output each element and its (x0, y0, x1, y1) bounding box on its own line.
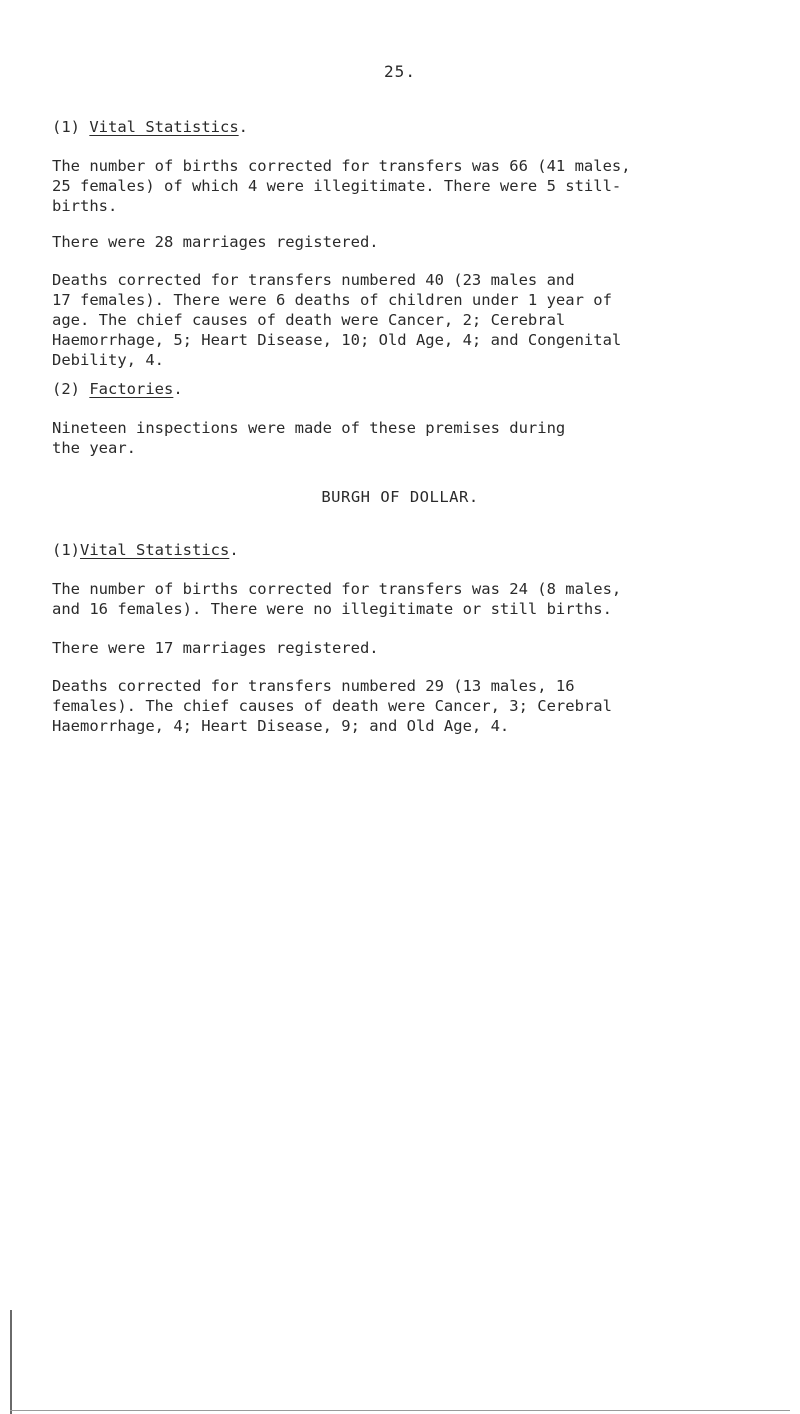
paragraph-deaths: Deaths corrected for transfers numbered 40 (23 males and 17 females). There were 6 deaths of children under 1 year of age. The chief causes of death were Cancer, 2; Cerebral Haemorrhage, 5; Heart Disease, 10; Old Age, 4; and Congenital Debility, 4. (52, 271, 622, 369)
section-title: Vital Statistics (80, 541, 230, 559)
section-heading-burgh-vital-statistics (52, 541, 239, 559)
section-title-end: . (229, 541, 239, 559)
section-title: Factories (89, 380, 174, 398)
paragraph-burgh-marriages: There were 17 marriages registered. (52, 639, 379, 657)
burgh-heading: BURGH OF DOLLAR. (321, 488, 479, 506)
paragraph-burgh-deaths: Deaths corrected for transfers numbered 29 (13 males, 16 females). The chief causes of death were Cancer, 3; Cerebral Haemorrhage, 4; Heart Disease, 9; and Old Age, 4. (52, 677, 612, 735)
paragraph-inspections: Nineteen inspections were made of these premises during the year. (52, 419, 566, 457)
paragraph-burgh-births: The number of births corrected for transfers was 24 (8 males, and 16 females). There were no illegitimate or still births. (52, 580, 622, 618)
paragraph-marriages: There were 28 marriages registered. (52, 233, 379, 251)
section-heading-vital-statistics (52, 118, 248, 136)
section-number: (2) (52, 380, 80, 398)
section-number: (1) (52, 118, 80, 136)
page-number: 25. (384, 62, 416, 81)
section-title: Vital Statistics (89, 118, 239, 136)
paragraph-births: The number of births corrected for transfers was 66 (41 males, 25 females) of which 4 were illegitimate. There were 5 still- births. (52, 157, 631, 215)
section-heading-factories (52, 380, 183, 398)
section-title-end: . (238, 118, 248, 136)
section-number: (1) (52, 541, 80, 559)
section-title-end: . (173, 380, 183, 398)
scan-bottom-line (10, 1410, 790, 1411)
scan-margin-line (10, 1310, 12, 1414)
